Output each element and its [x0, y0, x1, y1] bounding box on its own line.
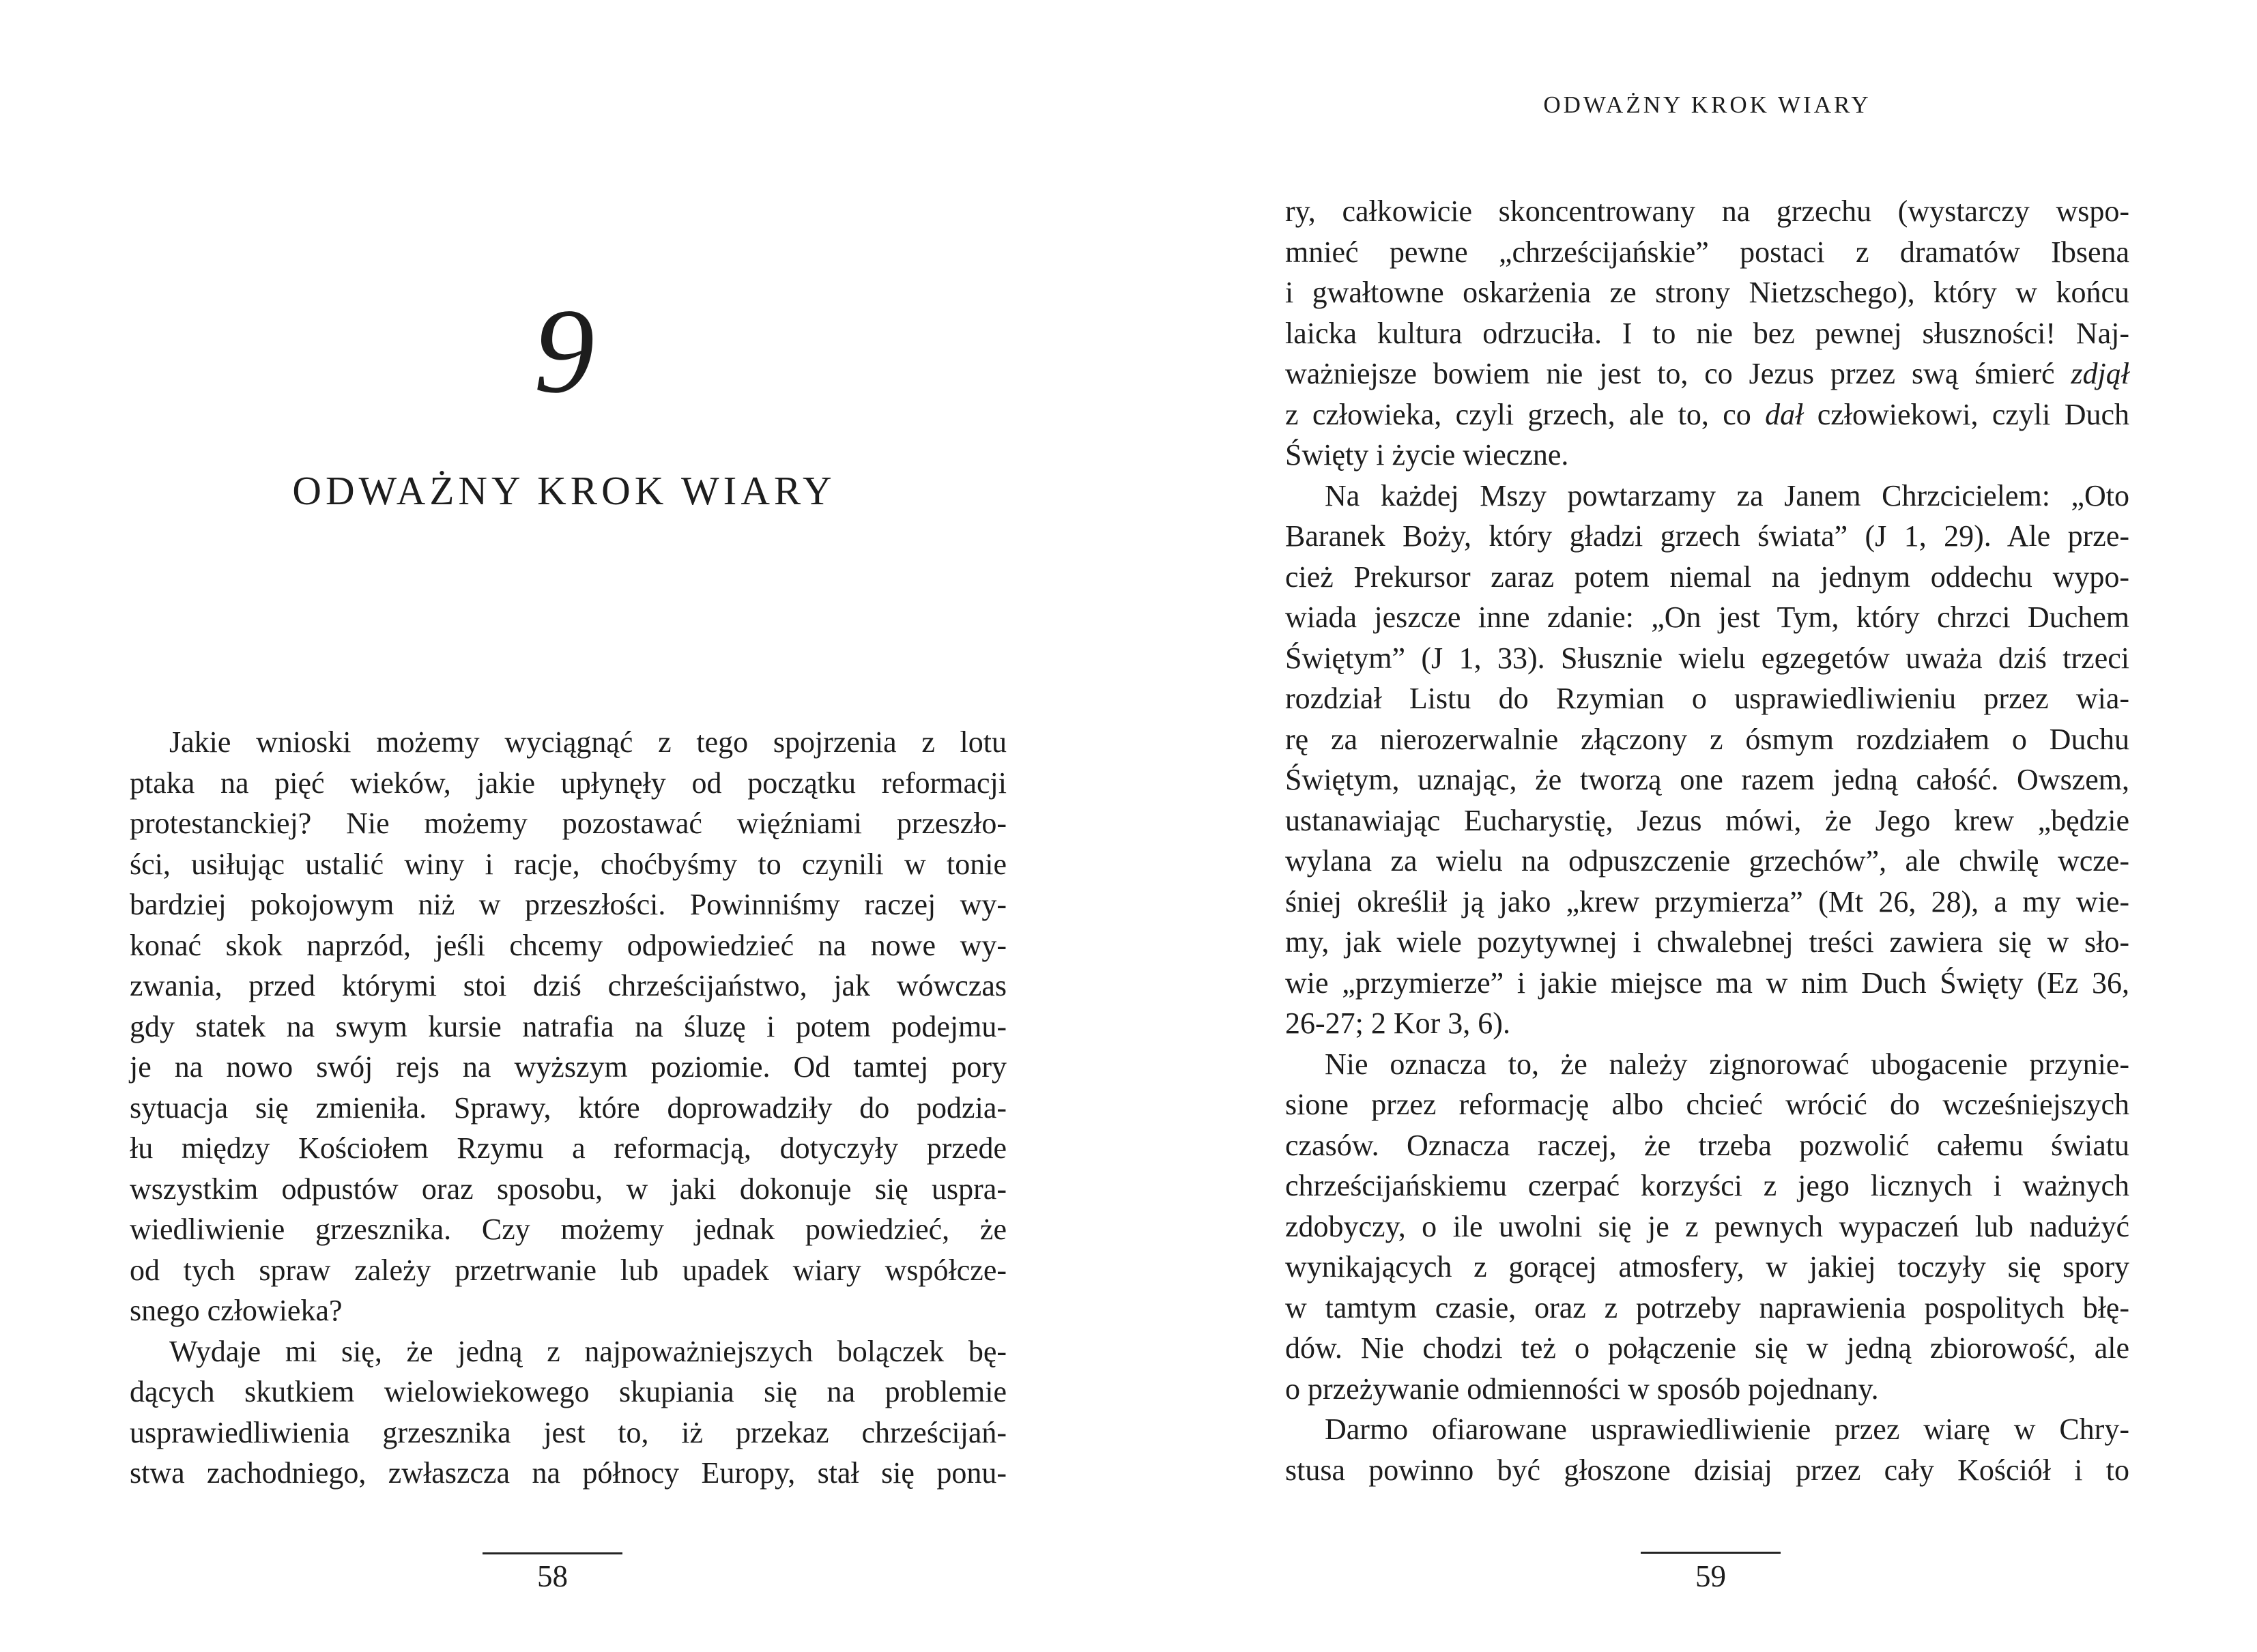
text-line: laicka kultura odrzuciła. I to nie bez pewnej słuszności! Naj-: [1285, 316, 2129, 350]
text-line: dów. Nie chodzi też o połączenie się w jedną zbiorowość, ale: [1285, 1331, 2129, 1365]
text-line: w tamtym czasie, oraz z potrzeby naprawienia pospolitych błę-: [1285, 1290, 2129, 1324]
text-line: Świętym, uznając, że tworzą one razem jedną całość. Owszem,: [1285, 763, 2129, 796]
body-text-left: [130, 722, 1007, 1494]
text-line: Święty i życie wieczne.: [1285, 438, 1569, 472]
chapter-title: ODWAŻNY KROK WIARY: [292, 468, 836, 513]
text-line: zwania, przed którymi stoi dziś chrześcijaństwo, jak wówczas: [130, 969, 1007, 1002]
text-line: protestanckiej? Nie możemy pozostawać więźniami przeszło-: [130, 807, 1007, 840]
text-line: rozdział Listu do Rzymian o usprawiedliwieniu przez wia-: [1285, 682, 2129, 715]
text-line: ważniejsze bowiem nie jest to, co Jezus przez swą śmierć zdjął: [1285, 357, 2129, 390]
text-line: wylana za wielu na odpuszczenie grzechów”, ale chwilę wcze-: [1285, 844, 2129, 878]
text-line: mnieć pewne „chrześcijańskie” postaci z dramatów Ibsena: [1285, 235, 2129, 269]
text-line: konać skok naprzód, jeśli chcemy odpowiedzieć na nowe wy-: [130, 928, 1007, 962]
text-line: cież Prekursor zaraz potem niemal na jednym oddechu wypo-: [1285, 560, 2129, 594]
text-line: gdy statek na swym kursie natrafia na śluzę i potem podejmu-: [130, 1009, 1007, 1043]
text-line: ustanawiając Eucharystię, Jezus mówi, że Jego krew „będzie: [1285, 803, 2129, 837]
text-line: stwa zachodniego, zwłaszcza na północy Europy, stał się ponu-: [130, 1456, 1007, 1490]
text-line: czasów. Oznacza raczej, że trzeba pozwolić całemu światu: [1285, 1128, 2129, 1162]
text-line: dących skutkiem wielowiekowego skupiania się na problemie: [130, 1375, 1007, 1408]
text-line: wie „przymierze” i jakie miejsce ma w nim Duch Święty (Ez 36,: [1285, 966, 2129, 1000]
text-line: chrześcijańskiemu czerpać korzyści z jego licznych i ważnych: [1285, 1169, 2129, 1202]
text-line: rę za nierozerwalnie złączony z ósmym rozdziałem o Duchu: [1285, 722, 2129, 756]
text-line: Nie oznacza to, że należy zignorować ubogacenie przynie-: [1325, 1047, 2129, 1081]
text-line: bardziej pokojowym niż w przeszłości. Powinniśmy raczej wy-: [130, 888, 1007, 921]
text-line: je na nowo swój rejs na wyższym poziomie. Od tamtej pory: [130, 1050, 1007, 1084]
text-line: zdobyczy, o ile uwolni się je z pewnych wypaczeń lub nadużyć: [1285, 1209, 2129, 1243]
text-line: ry, całkowicie skoncentrowany na grzechu (wystarczy wspo-: [1285, 194, 2129, 228]
page-left: [0, 0, 1128, 1652]
text-line: z człowieka, czyli grzech, ale to, co dał człowiekowi, czyli Duch: [1285, 397, 2130, 431]
text-line: Wydaje mi się, że jedną z najpoważniejszych bolączek bę-: [169, 1334, 1007, 1368]
text-line: wynikających z gorącej atmosfery, w jakiej toczyły się spory: [1285, 1250, 2129, 1284]
text-line: stusa powinno być głoszone dzisiaj przez cały Kościół i to: [1285, 1453, 2129, 1487]
text-line: wiada jeszcze inne zdanie: „On jest Tym, który chrzci Duchem: [1285, 600, 2129, 634]
text-line: wiedliwienie grzesznika. Czy możemy jednak powiedzieć, że: [130, 1213, 1007, 1246]
text-line: Baranek Boży, który gładzi grzech świata” (J 1, 29). Ale prze-: [1285, 519, 2129, 553]
text-line: 26-27; 2 Kor 3, 6).: [1285, 1006, 1510, 1040]
text-line: sione przez reformację albo chcieć wrócić do wcześniejszych: [1285, 1088, 2129, 1121]
text-line: usprawiedliwienia grzesznika jest to, iż przekaz chrześcijań-: [130, 1415, 1007, 1449]
text-line: łu między Kościołem Rzymu a reformacją, dotyczyły przede: [130, 1131, 1007, 1165]
body-text-right: [1285, 191, 2129, 1490]
footer-divider: [1641, 1552, 1781, 1554]
text-line: śniej określił ją jako „krew przymierza” (Mt 26, 28), a my wie-: [1285, 884, 2129, 918]
text-line: Na każdej Mszy powtarzamy za Janem Chrzcicielem: „Oto: [1325, 478, 2129, 512]
page-number: 58: [537, 1559, 568, 1593]
text-line: ści, usiłując ustalić winy i racje, choćbyśmy to czynili w tonie: [130, 847, 1007, 881]
text-line: Jakie wnioski możemy wyciągnąć z tego spojrzenia z lotu: [169, 725, 1007, 759]
text-line: od tych spraw zależy przetrwanie lub upadek wiary współcze-: [130, 1253, 1007, 1287]
text-line: snego człowieka?: [130, 1294, 343, 1327]
page-number: 59: [1695, 1559, 1726, 1593]
text-line: i gwałtowne oskarżenia ze strony Nietzschego), który w końcu: [1285, 276, 2129, 309]
text-line: o przeżywanie odmienności w sposób pojednany.: [1285, 1372, 1879, 1406]
chapter-number: 9: [534, 283, 594, 418]
page-right: [1129, 0, 2257, 1652]
text-line: sytuacja się zmieniła. Sprawy, które doprowadziły do podzia-: [130, 1090, 1007, 1125]
text-line: Świętym” (J 1, 33). Słusznie wielu egzegetów uważa dziś trzeci: [1285, 641, 2129, 675]
text-line: wszystkim odpustów oraz sposobu, w jaki dokonuje się uspra-: [130, 1172, 1007, 1206]
text-line: Darmo ofiarowane usprawiedliwienie przez wiarę w Chry-: [1325, 1412, 2129, 1446]
footer-divider: [483, 1552, 622, 1554]
running-header: ODWAŻNY KROK WIARY: [1543, 91, 1871, 118]
text-line: my, jak wiele pozytywnej i chwalebnej treści zawiera się w sło-: [1285, 925, 2129, 959]
text-line: ptaka na pięć wieków, jakie upłynęły od początku reformacji: [130, 766, 1007, 800]
